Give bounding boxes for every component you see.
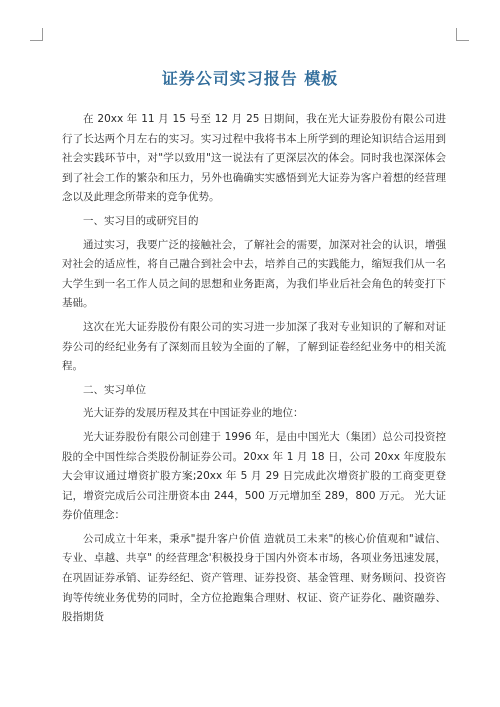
intro-paragraph: 在 20xx 年 11 月 15 号至 12 月 25 日期间，我在光大证券股份有限公司进行了长达两个月左右的实习。实习过程中我将书本上所学到的理论知识结合运用到社会实践环节中，对"学以致用"这一说法有了更深层次的体会。同时我也深深体会到了社会工作的繁杂和压力，另外也确确实实感悟到光大证券为客户着想的经营理念以及此理念所带来的竞争优势。 (62, 113, 446, 204)
crop-mark-top-right (456, 28, 469, 41)
document-body (62, 110, 446, 632)
document-title: 证券公司实习报告 模板 (161, 69, 339, 88)
section-heading-unit: 二、实习单位 (83, 383, 146, 396)
purpose-paragraph-2: 这次在光大证券股份有限公司的实习进一步加深了我对专业知识的了解和对证券公司的经纪业务有了深刻而且较为全面的了解，了解到证卷经纪业务中的相关流程。 (62, 320, 446, 373)
purpose-paragraph: 通过实习，我要广泛的接触社会，了解社会的需要，加深对社会的认识，增强对社会的适应性，将自己融合到社会中去，培养自己的实践能力，缩短我们从一名大学生到一名工作人员之间的思想和业务距离，为我们毕业后社会角色的转变打下基础。 (62, 238, 446, 310)
unit-values-paragraph: 公司成立十年来，秉承"提升客户价值 造就员工未来"的核心价值观和"诚信、专业、卓越、共享" 的经营理念'积极投身于国内外资本市场，各项业务迅速发展，在巩固证券承销、证券经纪、资产管理、证券投资、基金管理、财务顾问、投资咨询等传统业务优势的同时，全方位抢跑集合理财、权证、资产证券化、融资融券、股指期货 (62, 532, 446, 624)
unit-history-paragraph: 光大证券股份有限公司创建于 1996 年，是由中国光大（集团）总公司投资控股的全中国性综合类股份制证券公司。20xx 年 1 月 18 日，公司 20xx 年度股东大会审议通过增资扩股方案;20xx 年 5 月 29 日完成此次增资扩股的工商变更登记，增资完成后公司注册资本由 244，500 万元增加至 289，800 万元。 光大证券价值理念： (62, 430, 446, 522)
crop-mark-top-left (30, 28, 43, 41)
unit-subheading: 光大证券的发展历程及其在中国证券业的地位： (83, 407, 304, 420)
section-heading-purpose: 一、实习目的或研究目的 (83, 214, 199, 227)
